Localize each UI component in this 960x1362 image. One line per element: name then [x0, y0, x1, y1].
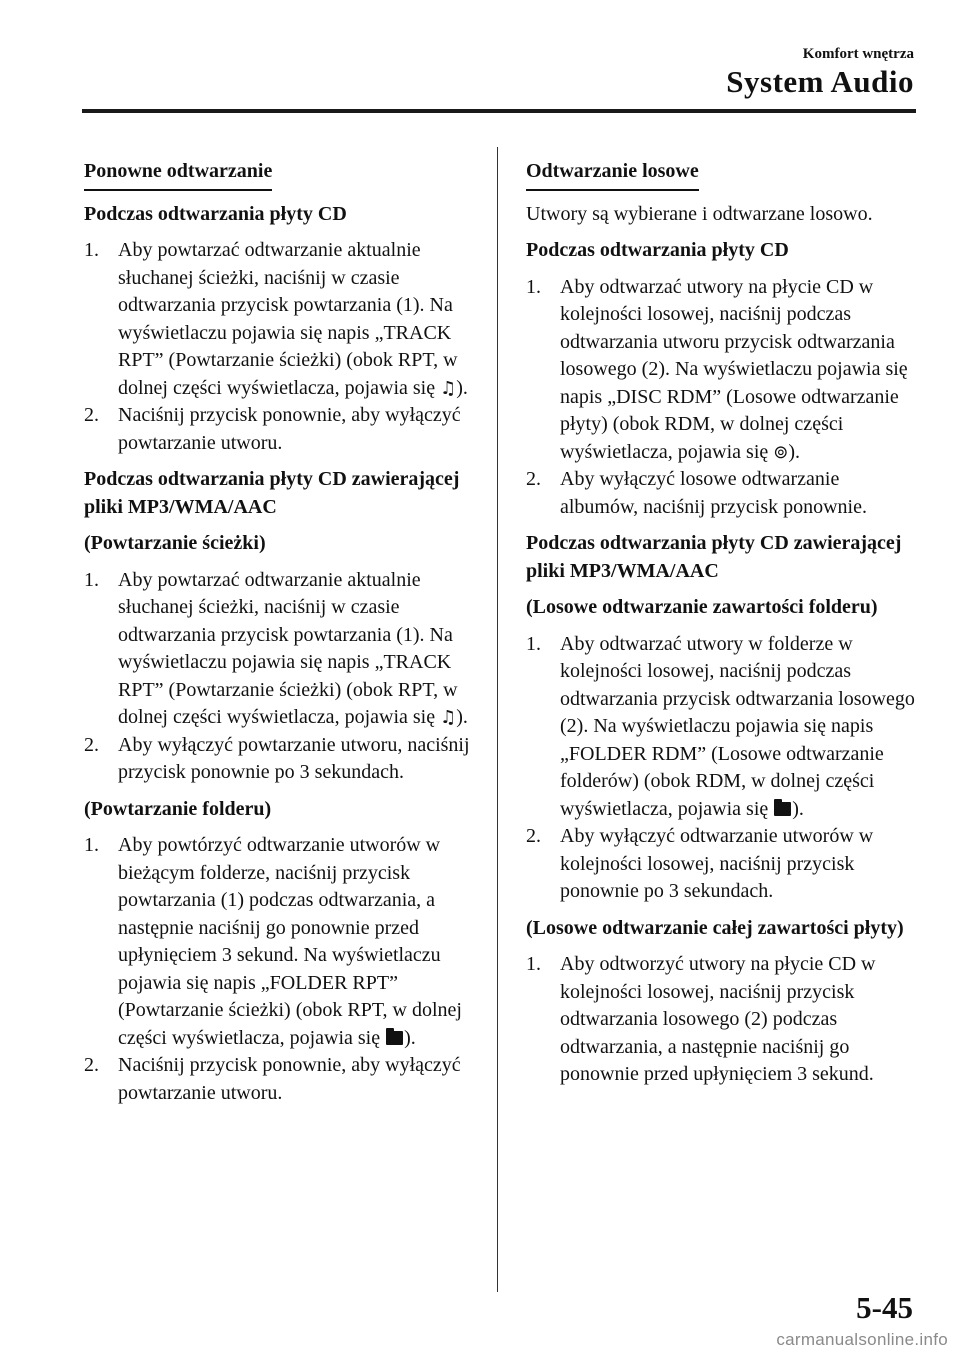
folder-icon [774, 802, 791, 816]
subheading-folder-random: (Losowe odtwarzanie zawartości folderu) [526, 596, 878, 618]
subheading-cd: Podczas odtwarzania płyty CD [526, 239, 789, 261]
subheading-track-repeat: (Powtarzanie ścieżki) [84, 532, 266, 554]
step-number: 1. [526, 632, 541, 655]
step-text: Aby wyłączyć powtarzanie utworu, naciśnij przycisk ponownie po 3 sekundach. [118, 733, 470, 783]
list-item [84, 567, 478, 732]
list-item [84, 1052, 478, 1107]
step-text-end: ). [788, 440, 801, 463]
step-text: Aby powtarzać odtwarzanie aktualnie słuchanej ścieżki, naciśnij w czasie odtwarzania przycisk powtarzania (1). Na wyświetlaczu pojawia się napis „TRACK RPT” (Powtarzanie ścieżki) (obok RPT, w dolnej części wyświetlacza, pojawia się [118, 568, 458, 728]
page-title: System Audio [726, 64, 914, 99]
step-text-end: ). [456, 376, 468, 399]
step-number: 2. [84, 733, 99, 756]
watermark: carmanualsonline.info [776, 1330, 948, 1349]
step-number: 2. [84, 404, 99, 426]
list-item [84, 832, 478, 1052]
list-item [84, 402, 478, 457]
list-item [526, 466, 918, 521]
left-column [84, 158, 478, 1116]
step-list-track [84, 567, 478, 787]
intro-text: Utwory są wybierane i odtwarzane losowo. [526, 202, 873, 225]
step-list-folder [84, 832, 478, 1107]
step-number: 2. [84, 1054, 99, 1076]
section-title-random: Odtwarzanie losowe [526, 158, 699, 191]
disc-icon: ⊚ [773, 441, 789, 463]
music-note-icon: ♫ [440, 707, 457, 728]
step-number: 1. [526, 953, 541, 975]
step-number: 1. [84, 834, 99, 856]
subheading-cd: Podczas odtwarzania płyty CD [84, 202, 347, 225]
music-note-icon: ♫ [440, 377, 457, 399]
section-title-repeat: Ponowne odtwarzanie [84, 158, 272, 191]
folder-icon [386, 1031, 403, 1045]
step-list-cd [84, 237, 478, 457]
subheading-folder-repeat: (Powtarzanie folderu) [84, 797, 272, 820]
list-item [84, 732, 478, 787]
step-text: Aby powtórzyć odtwarzanie utworów w bieżącym folderze, naciśnij przycisk powtarzania (1) podczas odtwarzania, a następnie naciśnij go ponownie przed upłynięciem 3 sekund. Na wyświetlaczu pojawia się napis „FOLDER RPT” (Powtarzanie ścieżki) (obok RPT, w dolnej części wyświetlacza, pojawia się [118, 834, 462, 1049]
step-text: Naciśnij przycisk ponownie, aby wyłączyć powtarzanie utworu. [118, 404, 461, 454]
step-text: Aby wyłączyć odtwarzanie utworów w kolejności losowej, naciśnij przycisk ponownie po 3 sekundach. [560, 825, 874, 902]
step-text: Aby wyłączyć losowe odtwarzanie albumów, naciśnij przycisk ponownie. [560, 468, 867, 518]
step-number: 2. [526, 825, 541, 847]
step-number: 1. [84, 568, 99, 591]
step-text: Aby powtarzać odtwarzanie aktualnie słuchanej ścieżki, naciśnij w czasie odtwarzania przycisk powtarzania (1). Na wyświetlaczu pojawia się napis „TRACK RPT” (Powtarzanie ścieżki) (obok RPT, w dolnej części wyświetlacza, pojawia się [118, 239, 458, 399]
list-item [526, 274, 918, 467]
right-column [526, 158, 918, 1098]
step-text: Naciśnij przycisk ponownie, aby wyłączyć powtarzanie utworu. [118, 1054, 461, 1104]
column-divider [497, 147, 498, 1292]
page-number: 5-45 [856, 1290, 913, 1325]
subheading-mp3: Podczas odtwarzania płyty CD zawierającej pliki MP3/WMA/AAC [84, 468, 460, 518]
step-text: Aby odtwarzać utwory w folderze w kolejności losowej, naciśnij podczas odtwarzania przycisk odtwarzania losowego (2). Na wyświetlaczu pojawia się napis „FOLDER RDM” (Losowe odtwarzanie folderów) (obok RDM, w dolnej części wyświetlacza, pojawia się [560, 632, 915, 820]
step-text: Aby odtwarzać utwory na płycie CD w kolejności losowej, naciśnij podczas odtwarzania utworu przycisk odtwarzania losowego (2). Na wyświetlaczu pojawia się napis „DISC RDM” (Losowe odtwarzanie płyty) (obok RDM, w dolnej części wyświetlacza, pojawia się [560, 275, 908, 463]
step-number: 1. [84, 239, 99, 261]
step-text: Aby odtworzyć utwory na płycie CD w kolejności losowej, naciśnij przycisk odtwarzania losowego (2) podczas odtwarzania, a następnie naciśnij go ponownie przed upłynięciem 3 sekund. [560, 953, 876, 1085]
step-text-end: ). [792, 797, 804, 820]
list-item [526, 951, 918, 1089]
step-text-end: ). [404, 1026, 416, 1049]
list-item [526, 631, 918, 824]
subheading-mp3: Podczas odtwarzania płyty CD zawierającej pliki MP3/WMA/AAC [526, 532, 902, 582]
step-list-cd-random [526, 274, 918, 522]
subheading-disc-random: (Losowe odtwarzanie całej zawartości płyty) [526, 916, 904, 939]
step-list-folder-random [526, 631, 918, 906]
list-item [526, 823, 918, 906]
step-number: 2. [526, 468, 541, 490]
header-section-label: Komfort wnętrza [802, 46, 914, 62]
step-number: 1. [526, 275, 541, 298]
step-text-end: ). [456, 706, 468, 728]
header-rule [82, 109, 916, 113]
list-item [84, 237, 478, 402]
step-list-disc-random [526, 951, 918, 1089]
